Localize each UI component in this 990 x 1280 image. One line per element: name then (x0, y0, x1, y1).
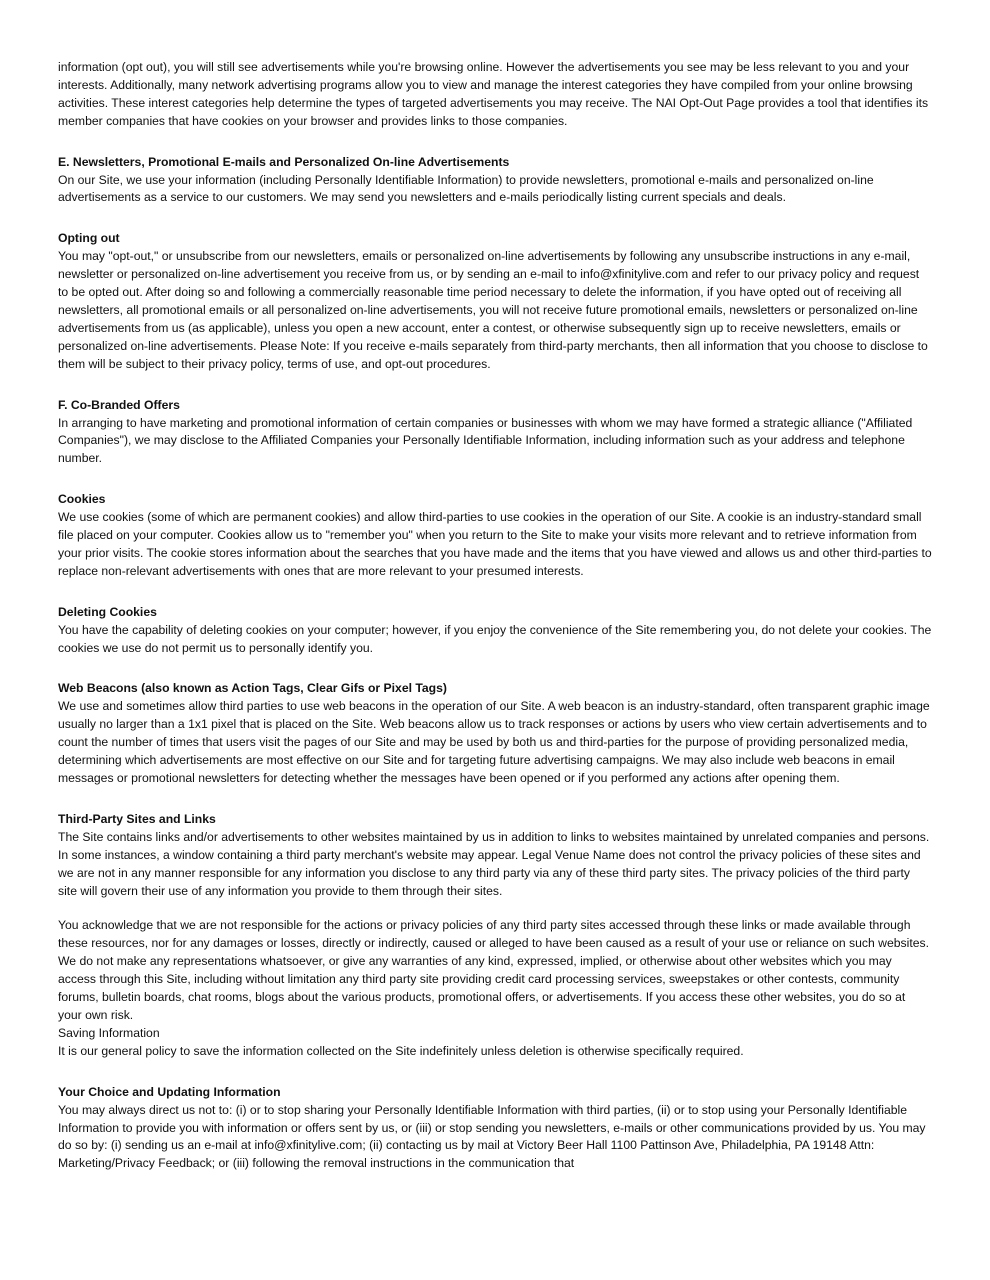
section-your-choice (58, 1084, 932, 1174)
section-paragraph: You acknowledge that we are not responsible for the actions or privacy policies of any third party sites accessed through these links or made available through these resources, nor for any damages or losses, directly or indirectly, caused or alleged to have been caused as a result of your use or reliance on such websites. We do not make any representations whatsoever, or give any warranties of any kind, expressed, implied, or otherwise about other websites which you may access through this Site, including without limitation any third party site providing credit card processing services, sweepstakes or other contests, community forums, bulletin boards, chat rooms, blogs about the various products, promotional offers, or advertisements. If you access these other websites, you do so at your own risk. (58, 918, 929, 1022)
section-heading: Your Choice and Updating Information (58, 1084, 281, 1099)
section-heading: Deleting Cookies (58, 604, 157, 619)
section-opting-out (58, 230, 932, 373)
section-paragraph: We use cookies (some of which are permanent cookies) and allow third-parties to use cookies in the operation of our Site. A cookie is an industry-standard small file placed on your computer. Cookies allow us to "remember you" when you return to the Site to make your visits more relevant and to retrieve information from your prior visits. The cookie stores information about the searches that you have made and the items that you have viewed and allows us and other third-parties to replace non-relevant advertisements with ones that are more relevant to your presumed interests. (58, 510, 932, 578)
section-paragraph: It is our general policy to save the information collected on the Site indefinitely unless deletion is otherwise specifically required. (58, 1043, 744, 1058)
section-heading: Third-Party Sites and Links (58, 811, 216, 826)
section-paragraph: On our Site, we use your information (including Personally Identifiable Information) to provide newsletters, promotional e-mails and personalized on-line advertisements as a service to our customers. We may send you newsletters and e-mails periodically listing current specials and deals. (58, 172, 874, 205)
section-paragraph: We use and sometimes allow third parties to use web beacons in the operation of our Site. A web beacon is an industry-standard, often transparent graphic image usually no larger than a 1x1 pixel that is placed on the Site. Web beacons allow us to track responses or actions by users who view certain advertisements and to count the number of times that users visit the pages of our Site and may be used by both us and third-parties for the purpose of providing personalized media, determining which advertisements are most effective on our Site and for targeting future advertising campaigns. We may also include web beacons in email messages or promotional newsletters for detecting whether the messages have been opened or if you performed any actions after opening them. (58, 699, 930, 785)
section-co-branded-offers (58, 397, 932, 469)
saving-information-label: Saving Information (58, 1025, 160, 1040)
document-page (58, 59, 932, 1173)
section-paragraph: You may "opt-out," or unsubscribe from our newsletters, emails or personalized on-line advertisements by following any unsubscribe instructions in any e-mail, newsletter or personalized on-line advertisement you receive from us, or by sending an e-mail to info@xfinitylive.com and refer to our privacy policy and request to be opted out. After doing so and following a commercially reasonable time period necessary to delete the information, if you have opted out of receiving all newsletters, all promotional emails or all personalized on-line advertisements, you will not receive future promotional emails, newsletters or personalized on-line advertisements from us (as applicable), unless you open a new account, enter a contest, or otherwise subsequently sign up to receive newsletters, emails or personalized on-line advertisements. Please Note: If you receive e-mails separately from third-party merchants, then all information that you choose to disclose to them will be subject to their privacy policy, terms of use, and opt-out procedures. (58, 249, 928, 371)
section-heading: Cookies (58, 492, 106, 507)
section-newsletters (58, 154, 932, 208)
section-paragraph: In arranging to have marketing and promotional information of certain companies or businesses with whom we may have formed a strategic alliance ("Affiliated Companies"), we may disclose to the Affiliated Companies your Personally Identifiable Information, including information such as your address and telephone number. (58, 415, 913, 466)
section-third-party-sites (58, 811, 932, 1061)
section-paragraph: You have the capability of deleting cookies on your computer; however, if you enjoy the convenience of the Site remembering you, do not delete your cookies. The cookies we use do not permit us to personally identify you. (58, 622, 932, 655)
section-web-beacons (58, 680, 932, 787)
section-paragraph: The Site contains links and/or advertisements to other websites maintained by us in addition to links to websites maintained by unrelated companies and persons. In some instances, a window containing a third party merchant's website may appear. Legal Venue Name does not control the privacy policies of these sites and we are not in any manner responsible for any information you disclose to any third party via any of these third party sites. The privacy policies of the third party site will govern their use of any information you provide to them through their sites. (58, 829, 930, 898)
section-heading: Web Beacons (also known as Action Tags, Clear Gifs or Pixel Tags) (58, 681, 447, 696)
section-heading: Opting out (58, 231, 120, 246)
intro-paragraph: information (opt out), you will still see advertisements while you're browsing online. However the advertisements you see may be less relevant to you and your interests. Additionally, many network advertising programs allow you to view and manage the interest categories they have compiled from your online browsing activities. These interest categories help determine the types of targeted advertisements you may receive. The NAI Opt-Out Page provides a tool that identifies its member companies that have cookies on your browser and provides links to those companies. (58, 60, 929, 128)
section-heading: E. Newsletters, Promotional E-mails and Personalized On-line Advertisements (58, 154, 510, 169)
section-paragraph: You may always direct us not to: (i) or to stop sharing your Personally Identifiable Information with third parties, (ii) or to stop using your Personally Identifiable Information to provide you with information or offers sent by us, or (iii) or stop sending you newsletters, e-mails or other communications provided by us. You may do so by: (i) sending us an e-mail at info@xfinitylive.com; (ii) contacting us by mail at Victory Beer Hall 1100 Pattinson Ave, Philadelphia, PA 19148 Attn: Marketing/Privacy Feedback; or (iii) following the removal instructions in the communication that (58, 1102, 926, 1171)
section-deleting-cookies (58, 604, 932, 658)
section-heading: F. Co-Branded Offers (58, 397, 180, 412)
section-cookies (58, 491, 932, 581)
